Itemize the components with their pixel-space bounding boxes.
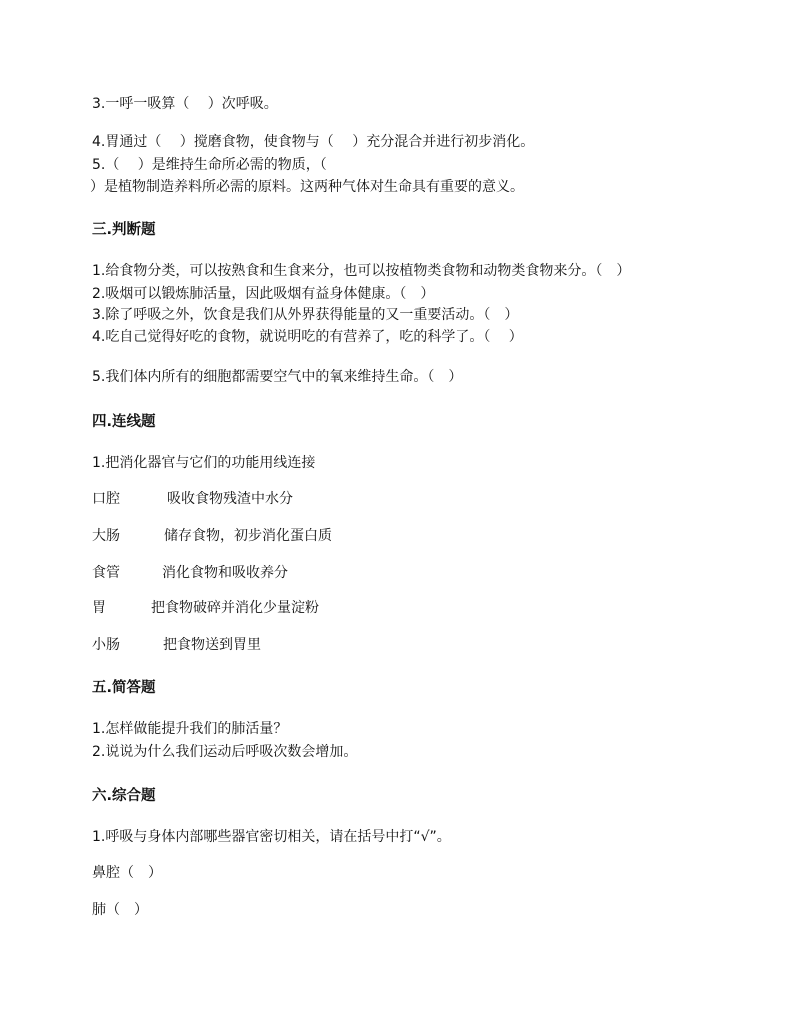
comprehensive-option-1: 鼻腔（ ） <box>92 865 162 881</box>
matching-organ-2: 大肠 <box>92 528 120 544</box>
true-false-item-3: 3.除了呼吸之外，饮食是我们从外界获得能量的又一重要活动。（ ） <box>92 307 519 323</box>
short-answer-item-1: 1.怎样做能提升我们的肺活量？ <box>92 721 288 737</box>
section-heading-matching: 四.连线题 <box>92 414 156 430</box>
matching-organ-5: 小肠 <box>92 637 120 653</box>
comprehensive-option-2: 肺（ ） <box>92 902 148 918</box>
true-false-item-2: 2.吸烟可以锻炼肺活量，因此吸烟有益身体健康。（ ） <box>92 286 435 302</box>
fill-blank-q5-line2: ）是植物制造养料所必需的原料。这两种气体对生命具有重要的意义。 <box>90 179 524 195</box>
matching-organ-3: 食管 <box>92 565 120 581</box>
true-false-item-5: 5.我们体内所有的细胞都需要空气中的氧来维持生命。（ ） <box>92 369 463 385</box>
matching-organ-4: 胃 <box>92 600 106 616</box>
section-heading-short-answer: 五.简答题 <box>92 680 156 696</box>
fill-blank-q3: 3.一呼一吸算（ ）次呼吸。 <box>92 96 278 112</box>
section-heading-true-false: 三.判断题 <box>92 222 156 238</box>
true-false-item-4: 4.吃自己觉得好吃的食物，就说明吃的有营养了，吃的科学了。（ ） <box>92 329 523 345</box>
matching-organ-1: 口腔 <box>92 491 120 507</box>
comprehensive-instruction: 1.呼吸与身体内部哪些器官密切相关，请在括号中打“√”。 <box>92 829 451 845</box>
section-heading-comprehensive: 六.综合题 <box>92 788 156 804</box>
matching-function-5: 把食物送到胃里 <box>163 637 261 653</box>
true-false-item-1: 1.给食物分类，可以按熟食和生食来分，也可以按植物类食物和动物类食物来分。（ ） <box>92 263 631 279</box>
matching-function-2: 储存食物，初步消化蛋白质 <box>164 528 332 544</box>
matching-instruction: 1.把消化器官与它们的功能用线连接 <box>92 455 316 471</box>
short-answer-item-2: 2.说说为什么我们运动后呼吸次数会增加。 <box>92 744 358 760</box>
fill-blank-q4: 4.胃通过（ ）搅磨食物，使食物与（ ）充分混合并进行初步消化。 <box>92 134 535 150</box>
fill-blank-q5-line1: 5.（ ）是维持生命所必需的物质，（ <box>92 157 327 173</box>
matching-function-3: 消化食物和吸收养分 <box>162 565 288 581</box>
matching-function-4: 把食物破碎并消化少量淀粉 <box>151 600 319 616</box>
matching-function-1: 吸收食物残渣中水分 <box>167 491 293 507</box>
